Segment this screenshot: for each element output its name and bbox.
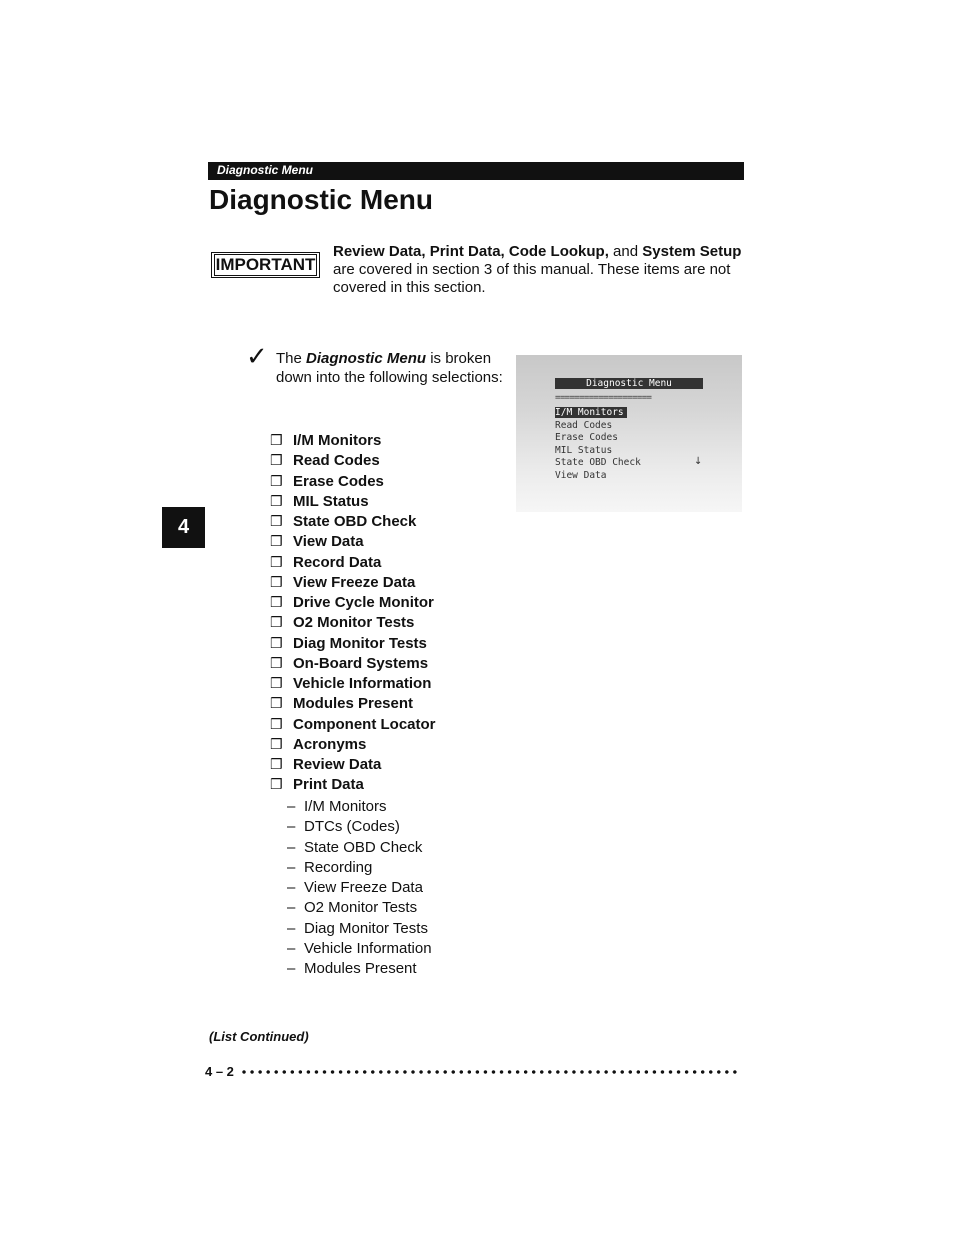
checkbox-icon: ❒	[270, 514, 283, 530]
checkbox-icon: ❒	[270, 595, 283, 611]
screen-menu-item: MIL Status	[555, 444, 613, 456]
important-text-2: are covered in section 3 of this manual. These items are not covered in this section.	[333, 261, 731, 296]
intro-text	[276, 349, 506, 387]
checkbox-icon: ❒	[270, 676, 283, 692]
sub-list-item: – Diag Monitor Tests	[287, 919, 428, 937]
screen-separator: ====================	[555, 393, 652, 403]
intro-emphasis: Diagnostic Menu	[306, 350, 427, 367]
list-item-label: Modules Present	[293, 695, 414, 713]
list-item	[270, 492, 436, 512]
checkbox-icon: ❒	[270, 493, 283, 510]
list-item-label: Vehicle Information	[293, 675, 432, 692]
important-badge	[211, 252, 320, 278]
list-item	[270, 573, 436, 593]
list-item	[270, 735, 436, 755]
checkbox-icon: ❒	[270, 534, 283, 551]
sub-list-item-label: Recording	[304, 858, 373, 876]
sub-list-item-label: DTCs (Codes)	[304, 818, 400, 836]
checkbox-icon: ❒	[270, 635, 283, 652]
page-number: 4 – 2	[205, 1064, 234, 1079]
list-item	[270, 431, 436, 451]
sub-list-item-label: Modules Present	[304, 960, 417, 977]
list-item-label: View Data	[293, 533, 364, 551]
sub-list-item: – DTCs (Codes)	[287, 818, 400, 836]
sub-list-item: – View Freeze Data	[287, 879, 423, 896]
sub-list-item: – Recording	[287, 858, 373, 876]
important-note	[333, 243, 745, 297]
list-item-label: Acronyms	[293, 735, 367, 753]
list-item-label: Read Codes	[293, 452, 380, 470]
list-item-label: On-Board Systems	[293, 654, 429, 672]
scan-tool-screen	[516, 355, 742, 512]
list-item-label: State OBD Check	[293, 513, 417, 530]
list-item	[270, 451, 436, 471]
list-item	[270, 674, 436, 694]
list-item	[270, 553, 436, 573]
list-item-label: Print Data	[293, 776, 364, 794]
page-title: Diagnostic Menu	[209, 184, 434, 215]
checkbox-icon: ❒	[270, 696, 283, 713]
list-item-label: O2 Monitor Tests	[293, 614, 415, 632]
list-item	[270, 532, 436, 552]
screen-menu-item: Erase Codes	[555, 432, 618, 443]
list-item-label: I/M Monitors	[293, 432, 382, 449]
list-item-label: Erase Codes	[293, 472, 384, 490]
checkbox-icon: ❒	[270, 777, 283, 794]
important-text-1: and	[608, 243, 643, 260]
list-item	[270, 654, 436, 674]
checkbox-icon: ❒	[270, 473, 283, 490]
list-item	[270, 715, 436, 735]
list-item	[270, 472, 436, 492]
list-item-label: Drive Cycle Monitor	[293, 594, 434, 611]
sub-list-item-label: O2 Monitor Tests	[304, 899, 418, 917]
screen-menu-item: Read Codes	[555, 419, 613, 431]
intro-suffix: is broken down into the following selections:	[276, 350, 503, 386]
checkbox-icon: ❒	[270, 554, 283, 571]
checkbox-icon: ❒	[270, 716, 283, 733]
important-label: IMPORTANT	[215, 255, 316, 274]
checkbox-icon: ❒	[270, 453, 283, 470]
sub-list-item: – Modules Present	[287, 960, 417, 977]
screen-menu-item-selected: I/M Monitors	[555, 407, 627, 419]
checkbox-icon: ❒	[270, 433, 283, 449]
section-header-label: Diagnostic Menu	[217, 163, 314, 177]
section-header-bar	[208, 162, 744, 180]
important-bold-1: Review Data, Print Data, Code Lookup,	[333, 243, 609, 260]
checkbox-icon: ❒	[270, 736, 283, 753]
list-continued-note: (List Continued)	[209, 1029, 309, 1044]
scroll-down-arrow-icon: ↓	[694, 456, 703, 467]
checkmark-icon: ✓	[246, 342, 268, 372]
print-data-sublist	[287, 797, 432, 979]
list-item	[270, 694, 436, 714]
screen-menu-item: State OBD Check	[555, 457, 641, 468]
screen-title: Diagnostic Menu	[555, 378, 703, 389]
screen-menu-item: View Data	[555, 469, 607, 481]
sub-list-item: – O2 Monitor Tests	[287, 899, 418, 917]
sub-list-item: – Vehicle Information	[287, 939, 432, 957]
footer-dot-rule	[240, 1069, 740, 1075]
menu-selection-list	[270, 431, 436, 796]
intro-prefix: The	[276, 350, 307, 367]
list-item	[270, 512, 436, 532]
sub-list-item: – I/M Monitors	[287, 798, 387, 815]
list-item-label: MIL Status	[293, 492, 369, 510]
sub-list-item: – State OBD Check	[287, 838, 423, 856]
list-item	[270, 593, 436, 613]
list-item-label: Record Data	[293, 553, 382, 571]
checkbox-icon: ❒	[270, 615, 283, 632]
sub-list-item-label: Vehicle Information	[304, 939, 432, 957]
sub-list-item-label: State OBD Check	[304, 838, 423, 856]
list-item-label: Component Locator	[293, 715, 436, 733]
chapter-tab: 4	[162, 507, 205, 548]
sub-list-item-label: I/M Monitors	[304, 798, 387, 815]
sub-list-item-label: Diag Monitor Tests	[304, 919, 428, 937]
list-item-label: Review Data	[293, 756, 382, 773]
list-item	[270, 755, 436, 775]
list-item	[270, 775, 436, 795]
sub-list-item-label: View Freeze Data	[304, 879, 423, 896]
list-item	[270, 634, 436, 654]
important-bold-2: System Setup	[642, 243, 742, 260]
checkbox-icon: ❒	[270, 655, 283, 672]
list-item	[270, 613, 436, 633]
checkbox-icon: ❒	[270, 757, 283, 773]
checkbox-icon: ❒	[270, 574, 283, 591]
list-item-label: Diag Monitor Tests	[293, 634, 427, 652]
list-item-label: View Freeze Data	[293, 573, 416, 591]
